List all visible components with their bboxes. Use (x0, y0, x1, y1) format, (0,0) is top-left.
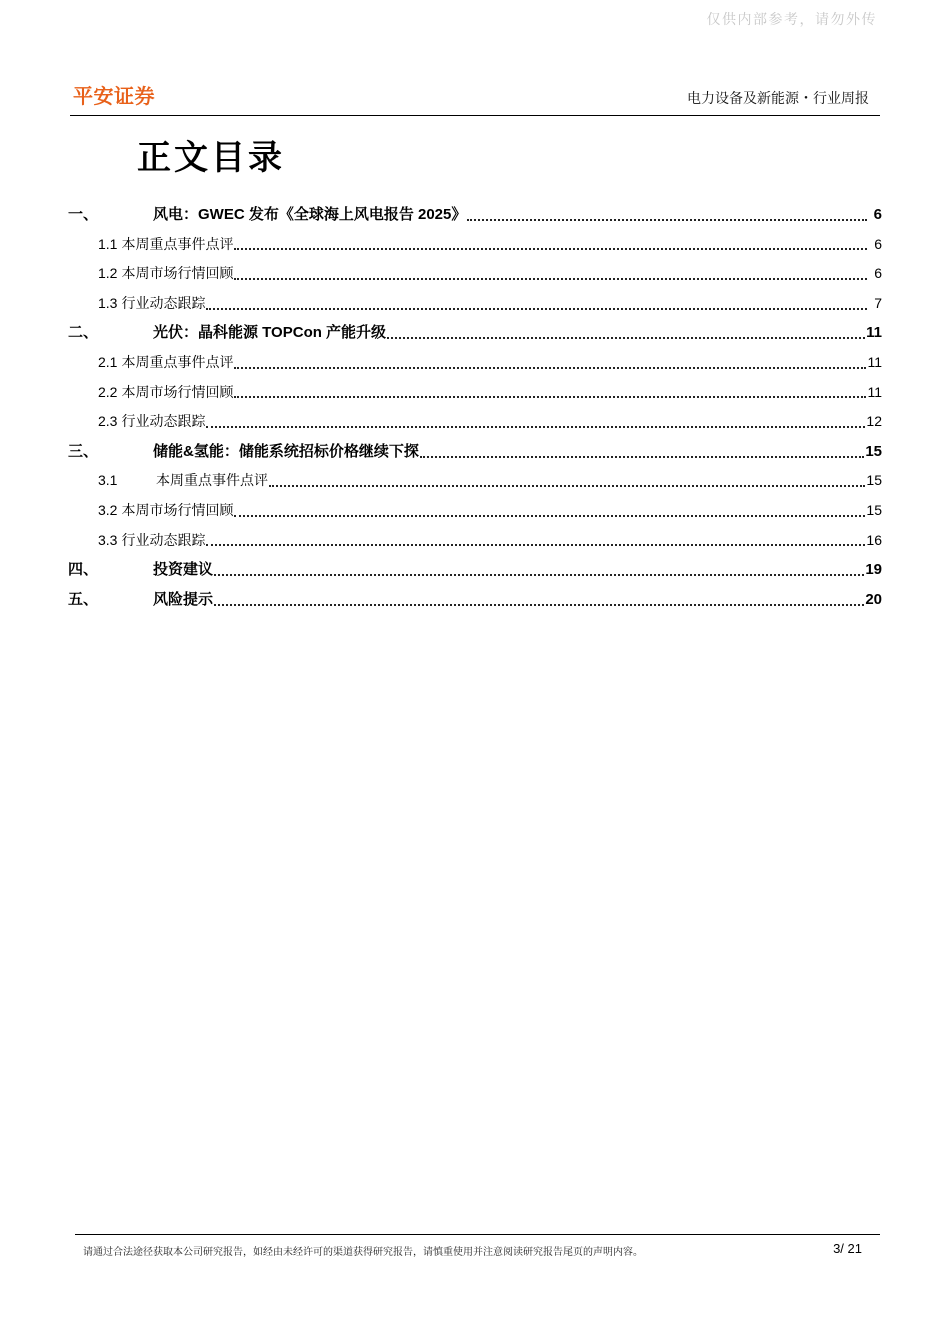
toc-entry-label: 风险提示 (153, 590, 214, 608)
toc-title: 正文目录 (137, 138, 285, 178)
toc-leader-dots (206, 308, 867, 310)
toc-entry-number: 一、 (68, 206, 99, 223)
toc-entry-label: 光伏：晶科能源 TOPCon 产能升级 (153, 324, 387, 342)
toc-leader-dots (234, 248, 867, 250)
toc-entry-2-3[interactable] (68, 407, 882, 437)
toc-entry-page: 15 (866, 501, 882, 518)
toc-entry-1-3[interactable] (68, 289, 882, 319)
toc-entry-number: 1.2 (98, 265, 118, 282)
footer-divider (75, 1234, 880, 1235)
toc-entry-page: 6 (874, 265, 882, 282)
toc-entry-label: 行业动态跟踪 (121, 294, 206, 311)
toc-entry-number: 二、 (68, 324, 99, 342)
toc-entry-label: 本周市场行情回顾 (121, 501, 234, 518)
toc-leader-dots (234, 278, 867, 280)
toc-entry-number: 2.1 (98, 353, 118, 370)
report-type: 电力设备及新能源・行业周报 (687, 90, 869, 106)
toc-entry-page: 6 (874, 235, 882, 252)
toc-entry-label: 储能&氢能：储能系统招标价格继续下探 (153, 442, 419, 460)
toc-entry-section-4[interactable] (68, 555, 882, 585)
toc-leader-dots (234, 396, 866, 398)
toc-entry-section-2[interactable] (68, 318, 882, 348)
toc-entry-label: 本周重点事件点评 (121, 353, 234, 370)
toc-entry-page: 11 (867, 383, 882, 400)
toc-entry-2-2[interactable] (68, 378, 882, 408)
toc-entry-label: 风电：GWEC 发布《全球海上风电报告 2025》 (153, 206, 467, 223)
toc-leader-dots (214, 574, 864, 576)
toc-entry-page: 7 (874, 294, 882, 311)
toc-entry-number: 3.2 (98, 501, 118, 518)
toc-entry-3-1[interactable] (68, 466, 882, 496)
toc-leader-dots (269, 485, 865, 487)
toc-entry-number: 3.1 (98, 472, 118, 489)
toc-entry-section-3[interactable] (68, 437, 882, 467)
toc-leader-dots (206, 544, 865, 546)
toc-entry-2-1[interactable] (68, 348, 882, 378)
toc-entry-page: 15 (866, 472, 882, 489)
toc-entry-page: 11 (866, 324, 882, 342)
toc-entry-number: 三、 (68, 442, 99, 460)
toc-leader-dots (467, 219, 867, 221)
toc-entry-number: 1.1 (98, 235, 118, 252)
toc-leader-dots (234, 515, 865, 517)
toc-entry-number: 四、 (68, 561, 99, 579)
toc-entry-3-2[interactable] (68, 496, 882, 526)
toc-entry-label: 行业动态跟踪 (121, 531, 206, 548)
toc-entry-page: 15 (865, 442, 882, 460)
toc-entry-number: 3.3 (98, 531, 118, 548)
toc-entry-page: 12 (866, 413, 882, 430)
toc-entry-label: 本周市场行情回顾 (121, 383, 234, 400)
toc-entry-label: 本周重点事件点评 (121, 235, 234, 252)
toc-leader-dots (420, 456, 864, 458)
toc-entry-label: 投资建议 (153, 561, 214, 579)
toc-entry-page: 11 (867, 353, 882, 370)
toc-entry-label: 本周重点事件点评 (156, 472, 268, 489)
watermark: 仅供内部参考，请勿外传 (706, 12, 877, 28)
toc-entry-3-3[interactable] (68, 526, 882, 556)
toc-entry-section-5[interactable] (68, 585, 882, 615)
toc-entry-page: 19 (865, 561, 882, 579)
toc-entry-section-1[interactable] (68, 200, 882, 230)
toc-entry-number: 1.3 (98, 294, 118, 311)
toc-entry-1-2[interactable] (68, 259, 882, 289)
toc-leader-dots (206, 426, 865, 428)
toc-entry-number: 2.3 (98, 413, 118, 430)
toc-leader-dots (234, 367, 866, 369)
table-of-contents (68, 200, 882, 614)
toc-entry-page: 6 (873, 206, 882, 223)
toc-entry-label: 本周市场行情回顾 (121, 265, 234, 282)
toc-entry-label: 行业动态跟踪 (121, 413, 206, 430)
header-divider (70, 115, 880, 116)
toc-leader-dots (214, 604, 864, 606)
toc-entry-number: 2.2 (98, 383, 118, 400)
toc-leader-dots (387, 337, 865, 339)
toc-entry-1-1[interactable] (68, 230, 882, 260)
toc-entry-page: 20 (865, 590, 882, 608)
toc-entry-number: 五、 (68, 590, 99, 608)
company-logo: 平安证券 (73, 84, 155, 108)
page-number: 3/ 21 (833, 1241, 862, 1256)
toc-entry-page: 16 (866, 531, 882, 548)
footer-disclaimer: 请通过合法途径获取本公司研究报告，如经由未经许可的渠道获得研究报告，请慎重使用并注意阅读研究报告尾页的声明内容。 (83, 1247, 643, 1258)
